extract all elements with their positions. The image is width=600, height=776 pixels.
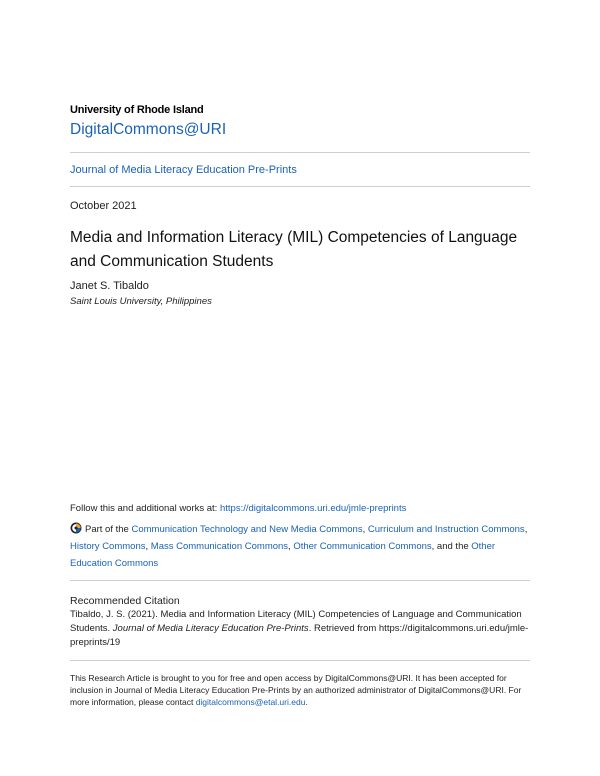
commons-link[interactable]: Mass Communication Commons	[150, 541, 289, 552]
commons-link[interactable]: Other Communication Commons	[293, 541, 432, 552]
commons-link[interactable]: Curriculum and Instruction Commons	[367, 524, 525, 535]
part-of-prefix: Part of the	[85, 524, 132, 535]
citation-journal: Journal of Media Literacy Education Pre-Prints	[112, 623, 309, 634]
commons-link[interactable]: Other Education Commons	[70, 541, 496, 569]
commons-link[interactable]: Communication Technology and New Media Commons	[131, 524, 363, 535]
repository-link[interactable]: DigitalCommons@URI	[70, 121, 227, 138]
divider	[70, 186, 530, 187]
article-title: Media and Information Literacy (MIL) Competencies of Language and Communication Students	[70, 229, 518, 270]
citation-heading: Recommended Citation	[70, 595, 180, 607]
follow-line	[70, 503, 406, 514]
divider	[70, 580, 530, 581]
collection-link[interactable]: https://digitalcommons.uri.edu/jmle-preprints	[219, 503, 407, 514]
footer-notice: This Research Article is brought to you for free and open access by DigitalCommons@URI. It has been accepted for inclusion in Journal of Media Literacy Education Pre-Prints by an authorized administrator of DigitalCommons@URI. For more information, please contact digitalcommons@etal.uri.edu.	[70, 673, 522, 707]
publication-date: October 2021	[70, 200, 137, 212]
author-name: Janet S. Tibaldo	[70, 280, 149, 292]
citation-text: Tibaldo, J. S. (2021). Media and Information Literacy (MIL) Competencies of Language and Communication Students. Journal of Media Literacy Education Pre-Prints. Retrieved from https://digitalcommons.uri.edu/jmle-preprints/19	[70, 609, 529, 648]
commons-link[interactable]: History Commons	[70, 541, 146, 552]
part-of-block: Part of the Communication Technology and New Media Commons, Curriculum and Instruction Commons, History Commons, Mass Communication Commons, Other Communication Commons, and the Other Education Commons	[70, 524, 528, 569]
journal-link[interactable]: Journal of Media Literacy Education Pre-Prints	[70, 164, 297, 176]
divider	[70, 152, 530, 153]
contact-email-link[interactable]: digitalcommons@etal.uri.edu	[195, 697, 306, 707]
divider	[70, 660, 530, 661]
institution-name: University of Rhode Island	[70, 104, 204, 116]
author-affiliation: Saint Louis University, Philippines	[70, 296, 212, 307]
follow-prefix: Follow this and additional works at:	[70, 503, 220, 514]
network-icon	[70, 522, 82, 534]
